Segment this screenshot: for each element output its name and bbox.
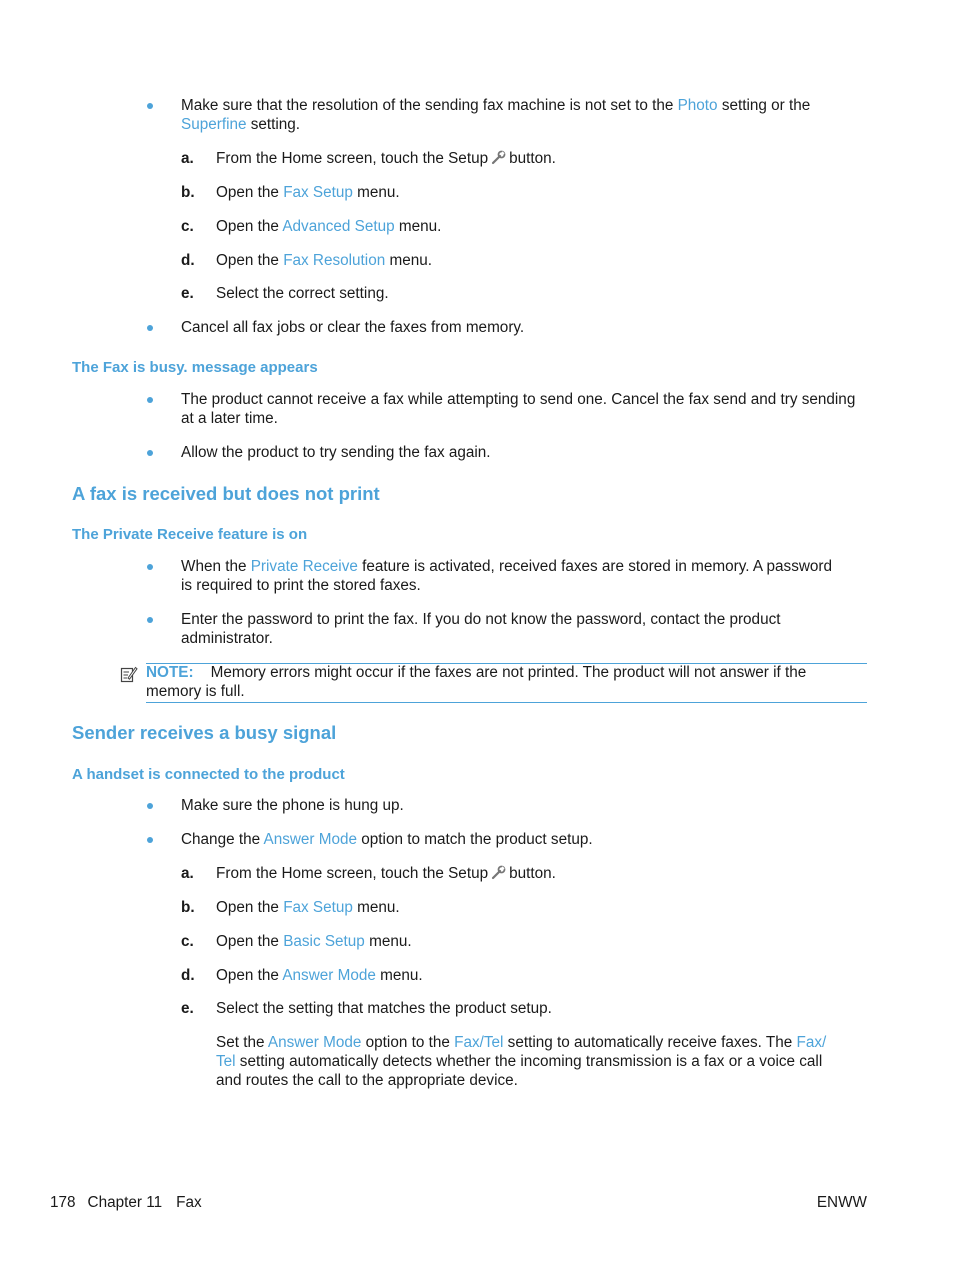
section-heading: A fax is received but does not print bbox=[72, 483, 380, 504]
bullet-marker bbox=[147, 397, 153, 403]
note-text: NOTE: Memory errors might occur if the faxes are not printed. The product will not answer if the bbox=[146, 664, 807, 681]
step-letter: a. bbox=[181, 865, 194, 882]
step-text: Open the Fax Setup menu. bbox=[216, 899, 400, 916]
step-text: Open the Basic Setup menu. bbox=[216, 933, 412, 950]
step-letter: c. bbox=[181, 933, 194, 950]
bullet-marker bbox=[147, 325, 153, 331]
step-letter: e. bbox=[181, 285, 194, 302]
page-number: 178 bbox=[50, 1194, 76, 1211]
bullet-text: Change the Answer Mode option to match the product setup. bbox=[181, 831, 593, 848]
step-text: From the Home screen, touch the Setup button. bbox=[216, 150, 556, 167]
keyword-fax-tel: Tel bbox=[216, 1053, 236, 1070]
note-icon bbox=[120, 665, 138, 683]
step-letter: c. bbox=[181, 218, 194, 235]
bullet-text-continued: administrator. bbox=[181, 630, 273, 647]
keyword-answer-mode: Answer Mode bbox=[267, 1034, 362, 1051]
wrench-icon bbox=[490, 150, 507, 165]
step-text: Open the Answer Mode menu. bbox=[216, 967, 423, 984]
keyword-advanced-setup: Advanced Setup bbox=[282, 218, 395, 235]
step-letter: b. bbox=[181, 184, 195, 201]
bullet-text: When the Private Receive feature is activated, received faxes are stored in memory. A password bbox=[181, 558, 833, 575]
subheading: A handset is connected to the product bbox=[72, 766, 345, 783]
keyword-fax-tel: Fax/Tel bbox=[454, 1034, 504, 1051]
subheading: The Private Receive feature is on bbox=[72, 526, 308, 543]
page-footer-left bbox=[50, 1193, 202, 1212]
keyword-fax-tel: Fax/ bbox=[796, 1034, 827, 1051]
step-paragraph-continued: Tel setting automatically detects whether the incoming transmission is a fax or a voice call bbox=[216, 1053, 823, 1070]
step-paragraph: Set the Answer Mode option to the Fax/Tel setting to automatically receive faxes. The Fax/ bbox=[216, 1034, 827, 1051]
bullet-marker bbox=[147, 450, 153, 456]
bullet-text: Make sure that the resolution of the sending fax machine is not set to the Photo setting or the bbox=[181, 97, 811, 114]
keyword-fax-setup: Fax Setup bbox=[283, 184, 353, 201]
note-label: NOTE: bbox=[146, 664, 194, 681]
bullet-text-continued: at a later time. bbox=[181, 410, 278, 427]
keyword-basic-setup: Basic Setup bbox=[283, 933, 365, 950]
step-paragraph-continued: and routes the call to the appropriate device. bbox=[216, 1072, 518, 1089]
step-letter: d. bbox=[181, 967, 195, 984]
bullet-text-continued: is required to print the stored faxes. bbox=[181, 577, 421, 594]
keyword-fax-setup: Fax Setup bbox=[283, 899, 353, 916]
wrench-icon bbox=[490, 865, 507, 880]
step-text: Open the Advanced Setup menu. bbox=[216, 218, 442, 235]
step-letter: d. bbox=[181, 252, 195, 269]
keyword-superfine: Superfine bbox=[181, 116, 247, 133]
bullet-marker bbox=[147, 837, 153, 843]
bullet-text: Make sure the phone is hung up. bbox=[181, 797, 404, 814]
step-text: Select the correct setting. bbox=[216, 285, 389, 302]
step-text: From the Home screen, touch the Setup button. bbox=[216, 865, 556, 882]
bullet-text: Enter the password to print the fax. If you do not know the password, contact the product bbox=[181, 611, 781, 628]
section-heading: Sender receives a busy signal bbox=[72, 722, 337, 743]
chapter-label: Chapter 11 bbox=[87, 1194, 163, 1211]
step-letter: e. bbox=[181, 1000, 194, 1017]
subheading: The Fax is busy. message appears bbox=[72, 359, 318, 376]
step-text: Open the Fax Resolution menu. bbox=[216, 252, 432, 269]
bullet-text: The product cannot receive a fax while attempting to send one. Cancel the fax send and try sending bbox=[181, 391, 856, 408]
note-bottom-rule bbox=[146, 702, 867, 703]
step-letter: a. bbox=[181, 150, 194, 167]
keyword-private-receive: Private Receive bbox=[250, 558, 358, 575]
keyword-photo: Photo bbox=[677, 97, 718, 114]
bullet-marker bbox=[147, 803, 153, 809]
bullet-marker bbox=[147, 103, 153, 109]
step-text: Select the setting that matches the product setup. bbox=[216, 1000, 552, 1017]
bullet-marker bbox=[147, 617, 153, 623]
page-footer-right: ENWW bbox=[816, 1194, 867, 1211]
bullet-text-continued: Superfine setting. bbox=[181, 116, 301, 133]
keyword-answer-mode: Answer Mode bbox=[263, 831, 358, 848]
step-letter: b. bbox=[181, 899, 195, 916]
keyword-fax-resolution: Fax Resolution bbox=[283, 252, 386, 269]
note-text-continued: memory is full. bbox=[146, 683, 245, 700]
bullet-marker bbox=[147, 564, 153, 570]
bullet-text: Allow the product to try sending the fax again. bbox=[181, 444, 491, 461]
step-text: Open the Fax Setup menu. bbox=[216, 184, 400, 201]
bullet-text: Cancel all fax jobs or clear the faxes from memory. bbox=[181, 319, 525, 336]
chapter-title: Fax bbox=[176, 1194, 202, 1211]
keyword-answer-mode: Answer Mode bbox=[282, 967, 376, 984]
